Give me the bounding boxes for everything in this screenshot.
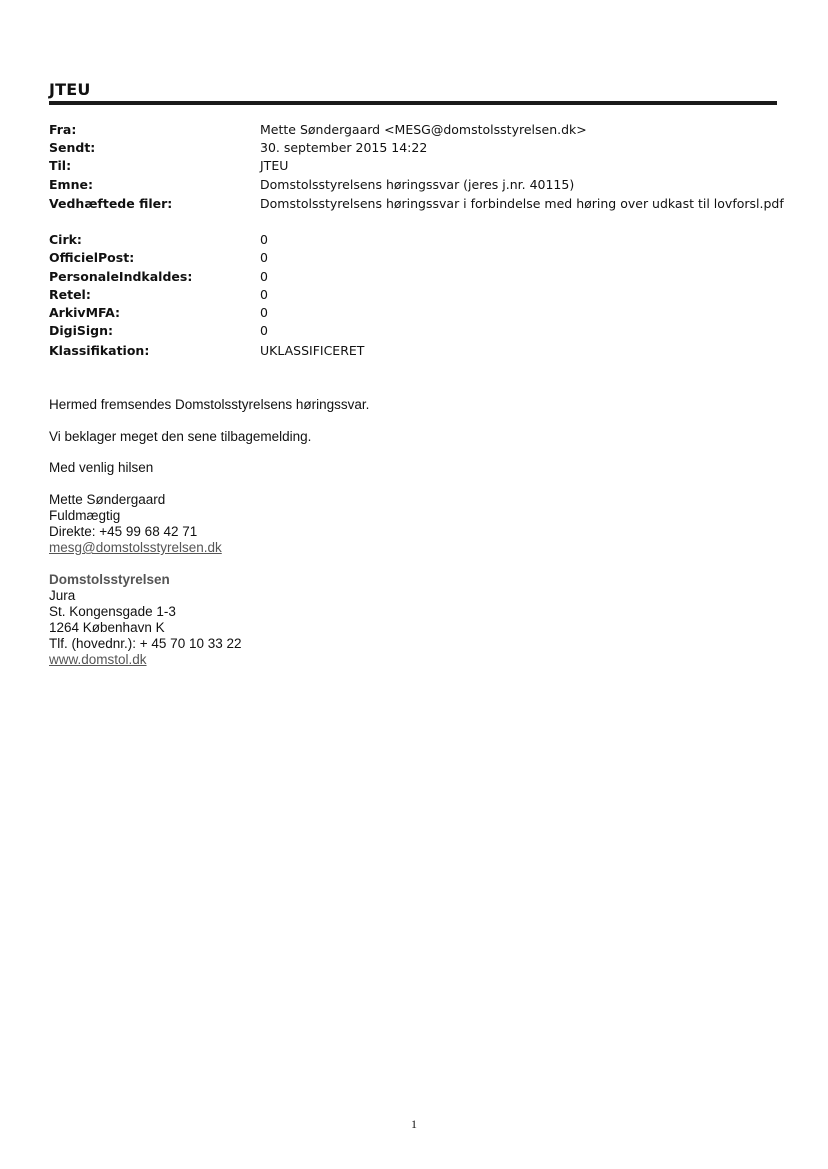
signature-website-link[interactable]: www.domstol.dk	[49, 652, 147, 667]
signature-role: Fuldmægtig	[49, 508, 121, 523]
field-personaleindkaldes	[49, 268, 789, 286]
title-divider	[49, 101, 777, 105]
field-value: Mette Søndergaard <MESG@domstolsstyrelsen.dk>	[260, 122, 587, 137]
field-subject	[49, 176, 789, 194]
field-label: PersonaleIndkaldes:	[49, 269, 193, 284]
field-label: Sendt:	[49, 140, 96, 155]
field-label: ArkivMFA:	[49, 305, 121, 320]
field-digisign	[49, 322, 789, 340]
field-value: JTEU	[260, 158, 289, 173]
field-label: Vedhæftede filer:	[49, 196, 173, 211]
field-value: 0	[260, 269, 268, 284]
field-officielpost	[49, 249, 789, 267]
signature-department: Jura	[49, 588, 76, 603]
field-label: Fra:	[49, 122, 77, 137]
field-value: 0	[260, 232, 268, 247]
signature-city: 1264 København K	[49, 620, 165, 635]
field-value: 0	[260, 323, 268, 338]
field-sent	[49, 139, 789, 157]
signature-street: St. Kongensgade 1-3	[49, 604, 176, 619]
field-label: OfficielPost:	[49, 250, 135, 265]
field-label: Cirk:	[49, 232, 82, 247]
signature-main-phone: Tlf. (hovednr.): + 45 70 10 33 22	[49, 636, 242, 651]
field-cirk	[49, 231, 789, 249]
field-label: Klassifikation:	[49, 343, 150, 358]
attachment-filename: Domstolsstyrelsens høringssvar i forbindelse med høring over udkast til lovforsl.pdf	[260, 196, 784, 211]
signature-phone: Direkte: +45 99 68 42 71	[49, 524, 198, 539]
field-to	[49, 157, 789, 175]
field-label: Emne:	[49, 177, 93, 192]
field-retel	[49, 286, 789, 304]
page-number: 1	[411, 1117, 417, 1131]
field-value: 0	[260, 305, 268, 320]
field-value: UKLASSIFICERET	[260, 343, 365, 358]
message-line: Hermed fremsendes Domstolsstyrelsens høringssvar.	[49, 397, 370, 412]
signature-organization: Domstolsstyrelsen	[49, 572, 170, 587]
field-label: Retel:	[49, 287, 91, 302]
signature-email-link[interactable]: mesg@domstolsstyrelsen.dk	[49, 540, 222, 555]
signature-name: Mette Søndergaard	[49, 492, 166, 507]
field-from	[49, 121, 789, 139]
field-value: 0	[260, 287, 268, 302]
field-klassifikation	[49, 342, 789, 360]
message-closing: Med venlig hilsen	[49, 460, 154, 475]
field-value: Domstolsstyrelsens høringssvar (jeres j.nr. 40115)	[260, 177, 575, 192]
message-line: Vi beklager meget den sene tilbagemelding.	[49, 429, 312, 444]
field-attachments	[49, 195, 789, 213]
field-label: Til:	[49, 158, 72, 173]
mailbox-title: JTEU	[49, 80, 91, 99]
field-value: 30. september 2015 14:22	[260, 140, 428, 155]
field-arkivmfa	[49, 304, 789, 322]
field-value: 0	[260, 250, 268, 265]
field-label: DigiSign:	[49, 323, 114, 338]
